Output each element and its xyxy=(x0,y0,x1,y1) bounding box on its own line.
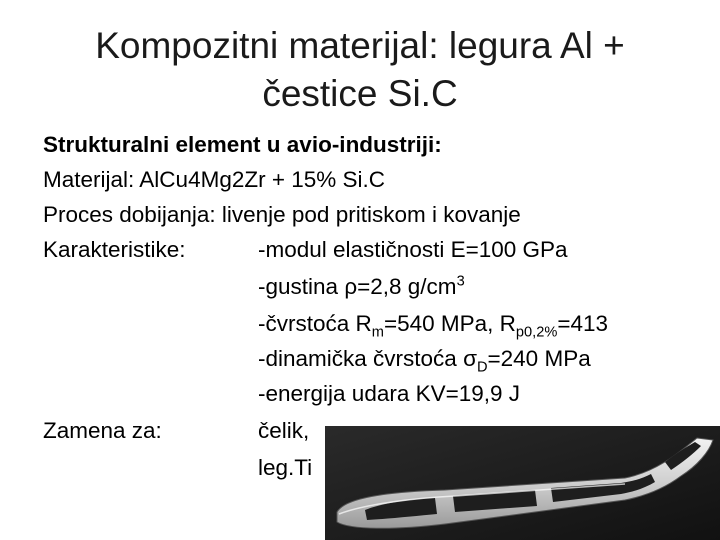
strength-sub-m: m xyxy=(371,324,384,341)
prop-strength xyxy=(258,309,608,339)
prop-impact: -energija udara KV=19,9 J xyxy=(258,381,521,406)
sigma-symbol: σ xyxy=(463,346,477,371)
dynamic-sub: D xyxy=(476,359,488,376)
dynamic-value: =240 MPa xyxy=(487,346,591,371)
density-value: =2,8 g/cm xyxy=(357,274,457,299)
component-photo xyxy=(325,426,720,540)
material-line xyxy=(43,165,385,195)
strength-post: =413 xyxy=(557,311,609,336)
structural-element-image xyxy=(325,426,720,540)
characteristics-label: Karakteristike: xyxy=(43,237,186,262)
section-heading: Strukturalni element u avio-industriji: xyxy=(43,132,442,157)
slide-title xyxy=(0,22,720,118)
prop-modulus: -modul elastičnosti E=100 GPa xyxy=(258,237,568,262)
dynamic-prefix: -dinamička čvrstoća xyxy=(258,346,464,371)
title-line-2: čestice Si.C xyxy=(262,73,458,114)
density-exponent: 3 xyxy=(456,273,465,290)
material-label: Materijal: xyxy=(43,167,140,192)
process-line xyxy=(43,200,521,230)
replace-item-2: leg.Ti xyxy=(258,455,313,480)
replace-label: Zamena za: xyxy=(43,418,162,443)
prop-dynamic xyxy=(258,344,591,374)
strength-mid: =540 MPa, R xyxy=(383,311,516,336)
title-line-1: Kompozitni materijal: legura Al + xyxy=(95,25,625,66)
replace-item-1: čelik, xyxy=(258,418,310,443)
process-value: livenje pod pritiskom i kovanje xyxy=(221,202,521,227)
strength-prefix: -čvrstoća R xyxy=(258,311,372,336)
material-value: AlCu4Mg2Zr + 15% Si.C xyxy=(139,167,386,192)
strength-sub-p: p0,2% xyxy=(515,324,558,341)
density-prefix: -gustina xyxy=(258,274,345,299)
prop-density xyxy=(258,272,465,302)
rho-symbol: ρ xyxy=(344,274,358,299)
process-label: Proces dobijanja: xyxy=(43,202,222,227)
